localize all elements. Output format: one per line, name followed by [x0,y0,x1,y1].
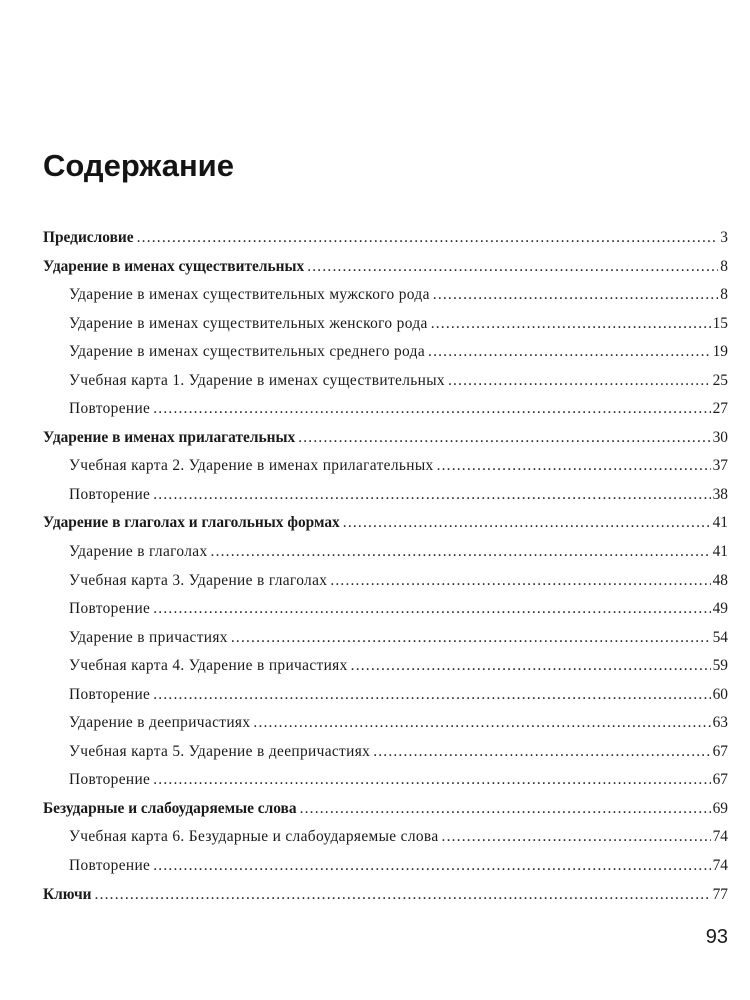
dot-leader [298,424,710,452]
toc-entry-label: Повторение [69,485,151,503]
toc-entry-page: 67 [712,771,728,789]
toc-entry-page: 25 [712,371,728,389]
dot-leader [431,310,711,338]
toc-entry-label: Повторение [69,685,151,703]
toc-subentry[interactable] [43,766,728,795]
toc-entry-page: 60 [712,685,728,703]
toc-subentry[interactable] [43,567,728,596]
toc-entry-page: 15 [712,314,728,332]
toc-subentry[interactable] [43,595,728,624]
toc-entry-page: 41 [712,514,728,532]
toc-entry-page: 27 [712,400,728,418]
toc-entry-label: Предисловие [43,229,134,246]
toc-subentry[interactable] [43,738,728,767]
toc-entry-page: 69 [712,799,728,817]
toc-entry-label: Повторение [69,600,151,618]
toc-entry[interactable] [43,224,728,253]
toc-entry-page: 3 [720,229,728,246]
dot-leader [428,338,711,366]
dot-leader [373,738,710,766]
page-title: Содержание [43,148,234,183]
toc-entry-label: Ударение в именах существительных среднего рода [69,343,426,361]
page-number: 93 [705,926,728,948]
toc-subentry[interactable] [43,481,728,510]
toc-entry-label: Ударение в именах существительных [43,257,305,275]
dot-leader [433,281,719,309]
toc-subentry[interactable] [43,624,728,653]
toc-subentry[interactable] [43,709,728,738]
toc-subentry[interactable] [43,338,728,367]
dot-leader [253,709,710,737]
toc-subentry[interactable] [43,681,728,710]
toc-entry-label: Ключи [43,885,92,903]
dot-leader [95,881,711,909]
toc-entry-label: Повторение [69,400,151,418]
toc-entry-page: 8 [720,286,728,304]
dot-leader [330,567,710,595]
dot-leader [153,852,710,880]
dot-leader [437,452,711,480]
toc-entry-label: Ударение в глаголах и глагольных формах [43,514,340,532]
toc-entry-label: Учебная карта 3. Ударение в глаголах [69,571,328,589]
toc-entry-label: Ударение в деепричастиях [69,714,251,732]
toc-entry-page: 49 [712,600,728,618]
toc-subentry[interactable] [43,452,728,481]
toc-entry-page: 63 [712,714,728,732]
toc-subentry[interactable] [43,310,728,339]
toc-entry-page: 77 [712,885,728,903]
dot-leader [153,481,710,509]
toc-entry-label: Повторение [69,771,151,789]
toc-entry[interactable] [43,795,728,824]
toc-entry-page: 41 [712,543,728,561]
toc-entry-label: Учебная карта 4. Ударение в причастиях [69,657,348,675]
toc-entry-label: Учебная карта 1. Ударение в именах существительных [69,371,445,389]
dot-leader [442,823,711,851]
toc-entry-page: 67 [712,742,728,760]
dot-leader [153,766,710,794]
toc-subentry[interactable] [43,281,728,310]
toc-entry-page: 48 [712,571,728,589]
toc-entry-label: Ударение в причастиях [69,628,228,646]
dot-leader [153,681,710,709]
toc-entry-label: Повторение [69,857,151,875]
toc-subentry[interactable] [43,852,728,881]
dot-leader [307,253,718,281]
toc-subentry[interactable] [43,367,728,396]
toc-subentry[interactable] [43,823,728,852]
toc-entry-page: 38 [712,485,728,503]
dot-leader [300,795,711,823]
toc-entry-label: Ударение в именах существительных мужского рода [69,286,430,304]
toc-entry-label: Учебная карта 2. Ударение в именах прилагательных [69,457,434,475]
toc-subentry[interactable] [43,395,728,424]
dot-leader [153,395,710,423]
dot-leader [231,624,711,652]
toc-entry[interactable] [43,509,728,538]
dot-leader [211,538,711,566]
dot-leader [351,652,711,680]
toc-entry-label: Учебная карта 6. Безударные и слабоударяемые слова [69,828,439,846]
toc-entry[interactable] [43,424,728,453]
toc-entry-label: Учебная карта 5. Ударение в деепричастиях [69,742,371,760]
toc-entry-page: 19 [712,343,728,361]
toc-entry-page: 54 [712,628,728,646]
toc-entry-page: 37 [712,457,728,475]
dot-leader [448,367,711,395]
toc-subentry[interactable] [43,538,728,567]
toc-subentry[interactable] [43,652,728,681]
toc-entry[interactable] [43,253,728,282]
toc-entry-page: 30 [712,428,728,446]
dot-leader [153,595,710,623]
dot-leader [343,509,711,537]
toc-entry[interactable] [43,881,728,910]
toc-entry-page: 74 [712,828,728,846]
toc-entry-label: Ударение в глаголах [69,543,208,561]
toc-entry-page: 8 [720,257,728,275]
dot-leader [137,224,719,252]
toc-entry-label: Ударение в именах прилагательных [43,428,296,446]
table-of-contents [43,224,728,909]
toc-entry-page: 74 [712,857,728,875]
toc-entry-label: Безударные и слабоударяемые слова [43,799,297,817]
toc-entry-label: Ударение в именах существительных женского рода [69,314,428,332]
toc-entry-page: 59 [712,657,728,675]
